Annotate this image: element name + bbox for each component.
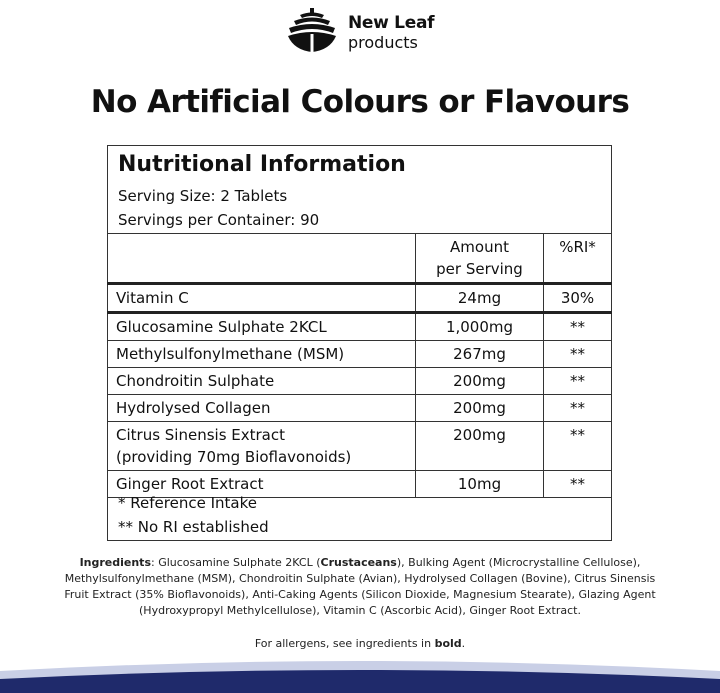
row-ri: 30% bbox=[544, 284, 612, 313]
footnote-no-ri: ** No RI established bbox=[118, 518, 269, 536]
row-name: Ginger Root Extract bbox=[108, 471, 416, 498]
row-name-detail: (providing 70mg Bioflavonoids) bbox=[116, 448, 352, 466]
serving-size: Serving Size: 2 Tablets bbox=[118, 187, 288, 205]
allergens-bold-word: bold bbox=[434, 637, 462, 650]
row-amount: 267mg bbox=[416, 341, 544, 368]
table-row bbox=[108, 313, 612, 341]
row-ri: ** bbox=[544, 395, 612, 422]
brand-logo bbox=[286, 8, 446, 56]
row-name: Chondroitin Sulphate bbox=[108, 368, 416, 395]
table-row bbox=[108, 341, 612, 368]
nutrition-table bbox=[107, 233, 612, 498]
table-row bbox=[108, 368, 612, 395]
header-amount bbox=[416, 234, 544, 284]
row-ri: ** bbox=[544, 471, 612, 498]
row-name: Citrus Sinensis Extract bbox=[116, 426, 285, 444]
brand-subname: products bbox=[348, 33, 418, 52]
row-name: Glucosamine Sulphate 2KCL bbox=[108, 313, 416, 341]
row-amount: 1,000mg bbox=[416, 313, 544, 341]
row-ri: ** bbox=[544, 341, 612, 368]
header-ri: %RI* bbox=[544, 234, 612, 284]
header-amount-line1: Amount bbox=[450, 238, 509, 256]
panel-title: Nutritional Information bbox=[118, 152, 406, 177]
row-name: Vitamin C bbox=[108, 284, 416, 313]
ingredients-label: Ingredients bbox=[79, 556, 151, 569]
table-row bbox=[108, 395, 612, 422]
ingredients-part2: ), Bulking Agent (Microcrystalline Cellulose), Methylsulfonylmethane (MSM), Chondroitin Sulphate (Avian), Hydrolysed Collagen (Bovine), Citrus Sinensis Fruit Extract (35% Bioflavonoids), Anti-Caking Agents (Silicon Dioxide, Magnesium Stearate), Glazing Agent (Hydroxypropyl Methylcellulose), Vitamin C (Ascorbic Acid), Ginger Root Extract. bbox=[64, 556, 656, 617]
row-amount: 24mg bbox=[416, 284, 544, 313]
ingredients-part1: : Glucosamine Sulphate 2KCL ( bbox=[151, 556, 321, 569]
header-amount-line2: per Serving bbox=[436, 260, 523, 278]
leaf-tree-icon bbox=[286, 8, 338, 54]
allergens-prefix: For allergens, see ingredients in bbox=[254, 637, 435, 650]
table-row bbox=[108, 284, 612, 313]
allergens-note bbox=[0, 637, 720, 650]
allergens-suffix: . bbox=[461, 637, 466, 650]
row-amount: 200mg bbox=[416, 368, 544, 395]
servings-per-container: Servings per Container: 90 bbox=[118, 211, 320, 229]
row-name-multiline bbox=[108, 422, 416, 471]
row-amount: 10mg bbox=[416, 471, 544, 498]
row-name: Methylsulfonylmethane (MSM) bbox=[108, 341, 416, 368]
brand-name: New Leaf bbox=[348, 13, 435, 33]
headline: No Artificial Colours or Flavours bbox=[90, 84, 630, 120]
row-ri: ** bbox=[544, 422, 612, 471]
footnote-reference-intake: * Reference Intake bbox=[118, 494, 257, 512]
nutrition-panel bbox=[107, 145, 612, 541]
row-amount: 200mg bbox=[416, 422, 544, 471]
row-amount: 200mg bbox=[416, 395, 544, 422]
row-ri: ** bbox=[544, 368, 612, 395]
row-name: Hydrolysed Collagen bbox=[108, 395, 416, 422]
decorative-wave bbox=[0, 655, 720, 693]
ingredients-allergen: Crustaceans bbox=[320, 556, 397, 569]
ingredients-text bbox=[58, 555, 662, 619]
table-row bbox=[108, 422, 612, 471]
table-header-row bbox=[108, 234, 612, 284]
row-ri: ** bbox=[544, 313, 612, 341]
header-empty-cell bbox=[108, 234, 416, 284]
